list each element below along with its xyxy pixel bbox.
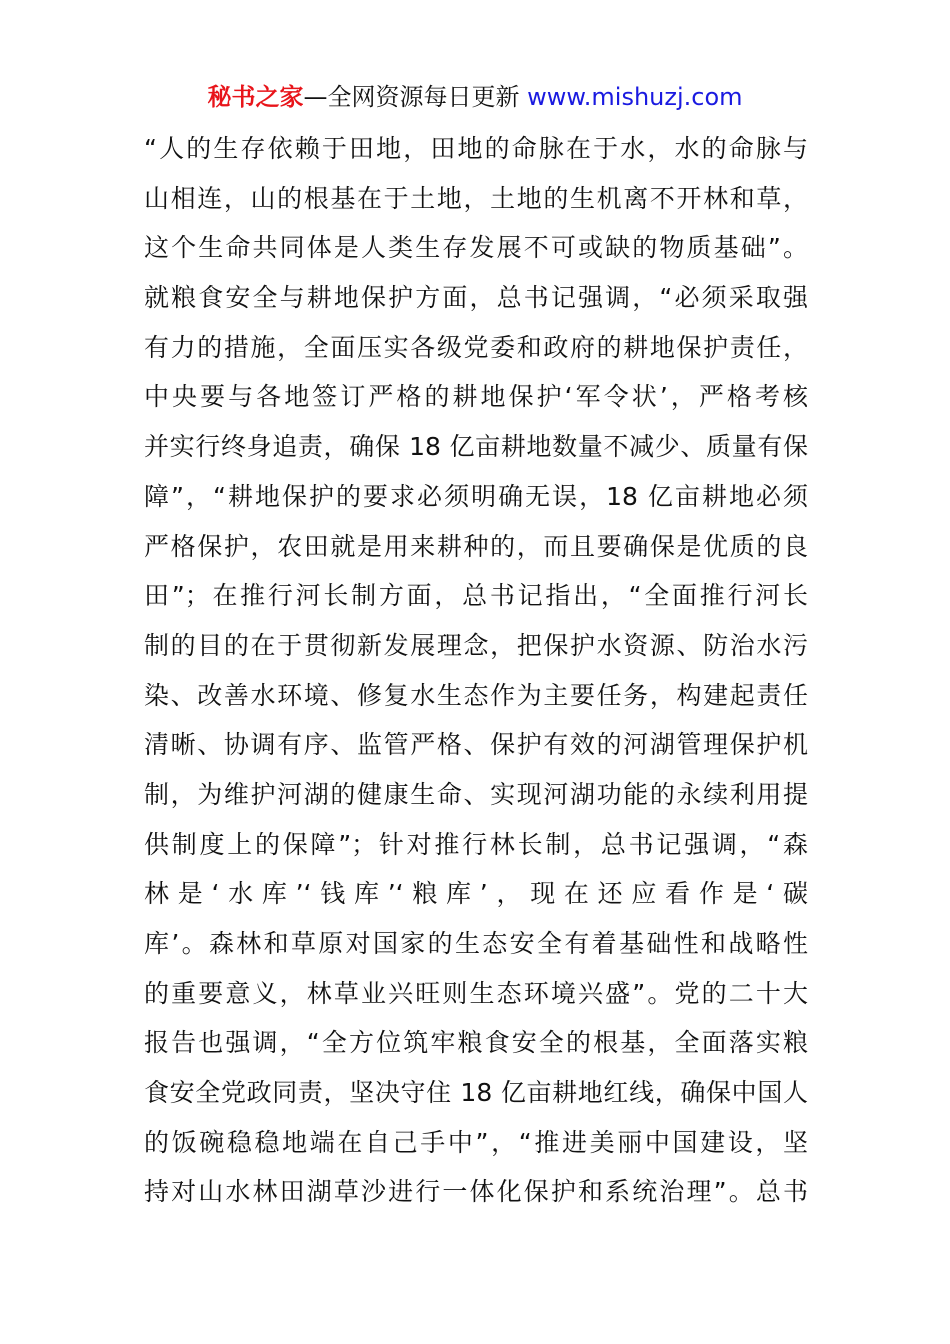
document-body <box>144 124 808 1217</box>
site-url-link[interactable]: www.mishuzj.com <box>527 83 743 111</box>
text-line: 库’。森林和草原对国家的生态安全有着基础性和战略性 <box>144 929 808 958</box>
text-line: 这个生命共同体是人类生存发展不可或缺的物质基础”。 <box>144 233 808 263</box>
text-line: “人的生存依赖于田地，田地的命脉在于水，水的命脉与 <box>144 134 808 163</box>
text-line: 中央要与各地签订严格的耕地保护‘军令状’，严格考核 <box>144 382 808 412</box>
text-line: 染、改善水环境、修复水生态作为主要任务，构建起责任 <box>144 680 808 710</box>
text-line: 的饭碗稳稳地端在自己手中”，“推进美丽中国建设，坚 <box>144 1127 808 1157</box>
text-line: 田”；在推行河长制方面，总书记指出，“全面推行河长 <box>144 581 808 611</box>
text-line: 林是‘水库’‘钱库’‘粮库’，现在还应看作是‘碳 <box>144 879 808 909</box>
text-line: 供制度上的保障”；针对推行林长制，总书记强调，“森 <box>144 829 808 859</box>
text-line: 就粮食安全与耕地保护方面，总书记强调，“必须采取强 <box>144 283 808 313</box>
site-tagline: —全网资源每日更新 <box>303 83 528 111</box>
text-line: 并实行终身追责，确保 18 亿亩耕地数量不减少、质量有保 <box>144 432 808 462</box>
text-line: 严格保护，农田就是用来耕种的，而且要确保是优质的良 <box>144 531 808 561</box>
text-line: 山相连，山的根基在于土地，土地的生机离不开林和草， <box>144 183 808 213</box>
site-brand: 秘书之家 <box>207 83 304 111</box>
page-header <box>0 80 950 114</box>
text-line: 食安全党政同责，坚决守住 18 亿亩耕地红线，确保中国人 <box>144 1078 808 1108</box>
text-line: 的重要意义，林草业兴旺则生态环境兴盛”。党的二十大 <box>144 978 808 1008</box>
text-line: 制的目的在于贯彻新发展理念，把保护水资源、防治水污 <box>144 630 808 660</box>
text-line: 障”，“耕地保护的要求必须明确无误，18 亿亩耕地必须 <box>144 481 808 511</box>
text-line: 有力的措施，全面压实各级党委和政府的耕地保护责任， <box>144 332 808 362</box>
text-line: 清晰、协调有序、监管严格、保护有效的河湖管理保护机 <box>144 730 808 760</box>
text-line: 制，为维护河湖的健康生命、实现河湖功能的永续利用提 <box>144 779 808 809</box>
text-line: 持对山水林田湖草沙进行一体化保护和系统治理”。总书 <box>144 1177 808 1207</box>
text-line: 报告也强调，“全方位筑牢粮食安全的根基，全面落实粮 <box>144 1028 808 1058</box>
